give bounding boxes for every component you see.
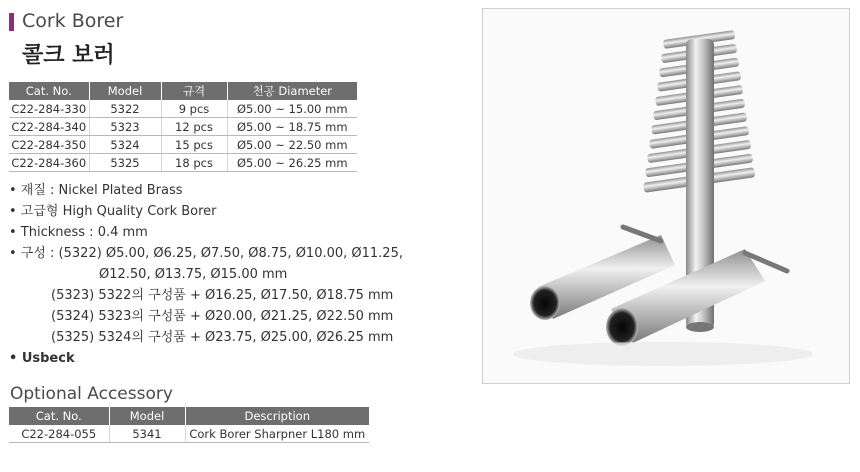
cell-cat-no: C22-284-330: [9, 100, 89, 118]
cell-model: 5325: [89, 154, 161, 172]
spec-thickness: • Thickness : 0.4 mm: [9, 225, 148, 240]
cell-cat-no: C22-284-055: [9, 425, 109, 443]
cell-model: 5323: [89, 118, 161, 136]
cell-cat-no: C22-284-350: [9, 136, 89, 154]
cell-model: 5324: [89, 136, 161, 154]
title-accent-bar: [9, 13, 14, 31]
cell-description: Cork Borer Sharpner L180 mm: [185, 425, 369, 443]
cell-diameter: Ø5.00 ~ 18.75 mm: [227, 118, 357, 136]
product-table: [9, 82, 357, 172]
spec-composition-5323: (5323) 5322의 구성품 + Ø16.25, Ø17.50, Ø18.75 mm: [51, 288, 394, 303]
spec-list: [9, 180, 403, 369]
table-header-row: [9, 407, 369, 425]
accessory-title: Optional Accessory: [10, 384, 173, 404]
spec-material: • 재질 : Nickel Plated Brass: [9, 183, 183, 198]
product-title-en: Cork Borer: [22, 10, 124, 32]
header-model: Model: [109, 407, 185, 425]
spec-composition: • 구성 : (5322) Ø5.00, Ø6.25, Ø7.50, Ø8.75, Ø10.00, Ø11.25,: [9, 246, 403, 261]
cell-model: 5341: [109, 425, 185, 443]
table-row: [9, 136, 357, 154]
header-model: Model: [89, 82, 161, 100]
product-title-ko: 콜크 보러: [22, 43, 115, 68]
cell-spec: 15 pcs: [161, 136, 227, 154]
table-row: [9, 425, 369, 443]
spec-composition-5325: (5325) 5324의 구성품 + Ø23.75, Ø25.00, Ø26.25 mm: [51, 330, 394, 345]
cell-spec: 12 pcs: [161, 118, 227, 136]
spec-brand: • Usbeck: [9, 351, 75, 366]
cell-cat-no: C22-284-340: [9, 118, 89, 136]
cell-diameter: Ø5.00 ~ 22.50 mm: [227, 136, 357, 154]
table-header-row: [9, 82, 357, 100]
cell-cat-no: C22-284-360: [9, 154, 89, 172]
header-cat-no: Cat. No.: [9, 407, 109, 425]
header-cat-no: Cat. No.: [9, 82, 89, 100]
table-row: [9, 100, 357, 118]
header-spec: 규격: [161, 82, 227, 100]
table-row: [9, 118, 357, 136]
cell-spec: 9 pcs: [161, 100, 227, 118]
product-photo: [482, 8, 850, 384]
table-row: [9, 154, 357, 172]
header-description: Description: [185, 407, 369, 425]
cell-spec: 18 pcs: [161, 154, 227, 172]
cell-diameter: Ø5.00 ~ 15.00 mm: [227, 100, 357, 118]
cell-model: 5322: [89, 100, 161, 118]
spec-composition-5324: (5324) 5323의 구성품 + Ø20.00, Ø21.25, Ø22.50 mm: [51, 309, 394, 324]
spec-composition-cont: Ø12.50, Ø13.75, Ø15.00 mm: [99, 267, 288, 282]
accessory-table: [9, 407, 369, 443]
cell-diameter: Ø5.00 ~ 26.25 mm: [227, 154, 357, 172]
header-diameter: 천공 Diameter: [227, 82, 357, 100]
cork-borer-set-illustration: [483, 9, 849, 383]
spec-grade: • 고급형 High Quality Cork Borer: [9, 204, 217, 219]
